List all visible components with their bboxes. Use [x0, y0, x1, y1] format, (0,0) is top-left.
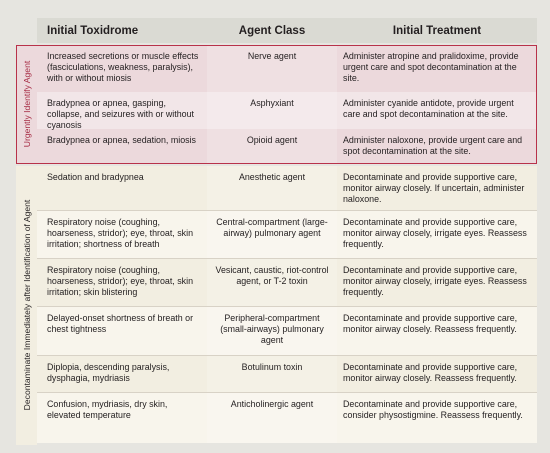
toxidrome-cell: Delayed-onset shortness of breath or chest tightness [47, 313, 194, 334]
table-row [37, 258, 537, 306]
urgent-group-label: Urgently Identify Agent [22, 60, 32, 148]
treatment-cell: Administer atropine and pralidoxime, provide urgent care and spot decontamination at the site. [343, 51, 519, 83]
agent-cell: Nerve agent [207, 45, 337, 92]
toxidrome-cell: Confusion, mydriasis, dry skin, elevated temperature [47, 399, 168, 420]
agent-cell: Central-compartment (large-airway) pulmonary agent [207, 211, 337, 258]
treatment-cell: Decontaminate and provide supportive care, monitor airway closely. Reassess frequently. [343, 362, 518, 383]
urgent-group [37, 45, 537, 164]
agent-cell: Peripheral-compartment (small-airways) pulmonary agent [207, 307, 337, 355]
toxidrome-cell: Increased secretions or muscle effects (fasciculations, weakness, paralysis), with or without miosis [47, 51, 199, 83]
toxidrome-cell: Respiratory noise (coughing, hoarseness, stridor); eye, throat, skin irritation; shortness of breath [47, 217, 194, 249]
toxidrome-cell: Bradypnea or apnea, sedation, miosis [47, 135, 196, 145]
table-row [37, 210, 537, 258]
table-row [37, 45, 537, 92]
treatment-cell: Administer cyanide antidote, provide urgent care and spot decontamination at the site. [343, 98, 514, 119]
table-row [37, 306, 537, 355]
decon-group-label: Decontaminate Immediately after Identification of Agent [22, 199, 32, 411]
toxidrome-cell: Sedation and bradypnea [47, 172, 144, 182]
agent-cell: Botulinum toxin [207, 356, 337, 392]
table-row [37, 92, 537, 129]
table-body [37, 45, 537, 443]
treatment-cell: Decontaminate and provide supportive care, monitor airway closely, irrigate eyes. Reassess frequently. [343, 265, 527, 297]
table-row [37, 166, 537, 210]
decon-group [37, 166, 537, 443]
toxidrome-cell: Respiratory noise (coughing, hoarseness, stridor); eye, throat, skin irritation; skin blistering [47, 265, 194, 297]
agent-cell: Anticholinergic agent [207, 393, 337, 443]
treatment-cell: Decontaminate and provide supportive care, monitor airway closely, irrigate eyes. Reassess frequently. [343, 217, 527, 249]
treatment-cell: Decontaminate and provide supportive care, consider physostigmine. Reassess frequently. [343, 399, 523, 420]
treatment-cell: Administer naloxone, provide urgent care and spot decontamination at the site. [343, 135, 523, 156]
agent-cell: Anesthetic agent [207, 166, 337, 210]
agent-cell: Vesicant, caustic, riot-control agent, or T-2 toxin [207, 259, 337, 306]
table-row [37, 355, 537, 392]
toxidrome-cell: Diplopia, descending paralysis, dysphagia, mydriasis [47, 362, 170, 383]
header-agent-class: Agent Class [238, 24, 306, 37]
toxidrome-cell: Bradypnea or apnea, gasping, collapse, and seizures with or without cyanosis [47, 98, 195, 130]
treatment-cell: Decontaminate and provide supportive care, monitor airway closely. If uncertain, administer naloxone. [343, 172, 525, 204]
table-header [37, 18, 537, 43]
agent-cell: Opioid agent [207, 129, 337, 164]
table-row [37, 392, 537, 443]
treatment-cell: Decontaminate and provide supportive care, monitor airway closely. Reassess frequently. [343, 313, 518, 334]
table-row [37, 129, 537, 164]
agent-cell: Asphyxiant [207, 92, 337, 129]
header-toxidrome: Initial Toxidrome [47, 24, 139, 37]
header-initial-treatment: Initial Treatment [392, 24, 482, 37]
